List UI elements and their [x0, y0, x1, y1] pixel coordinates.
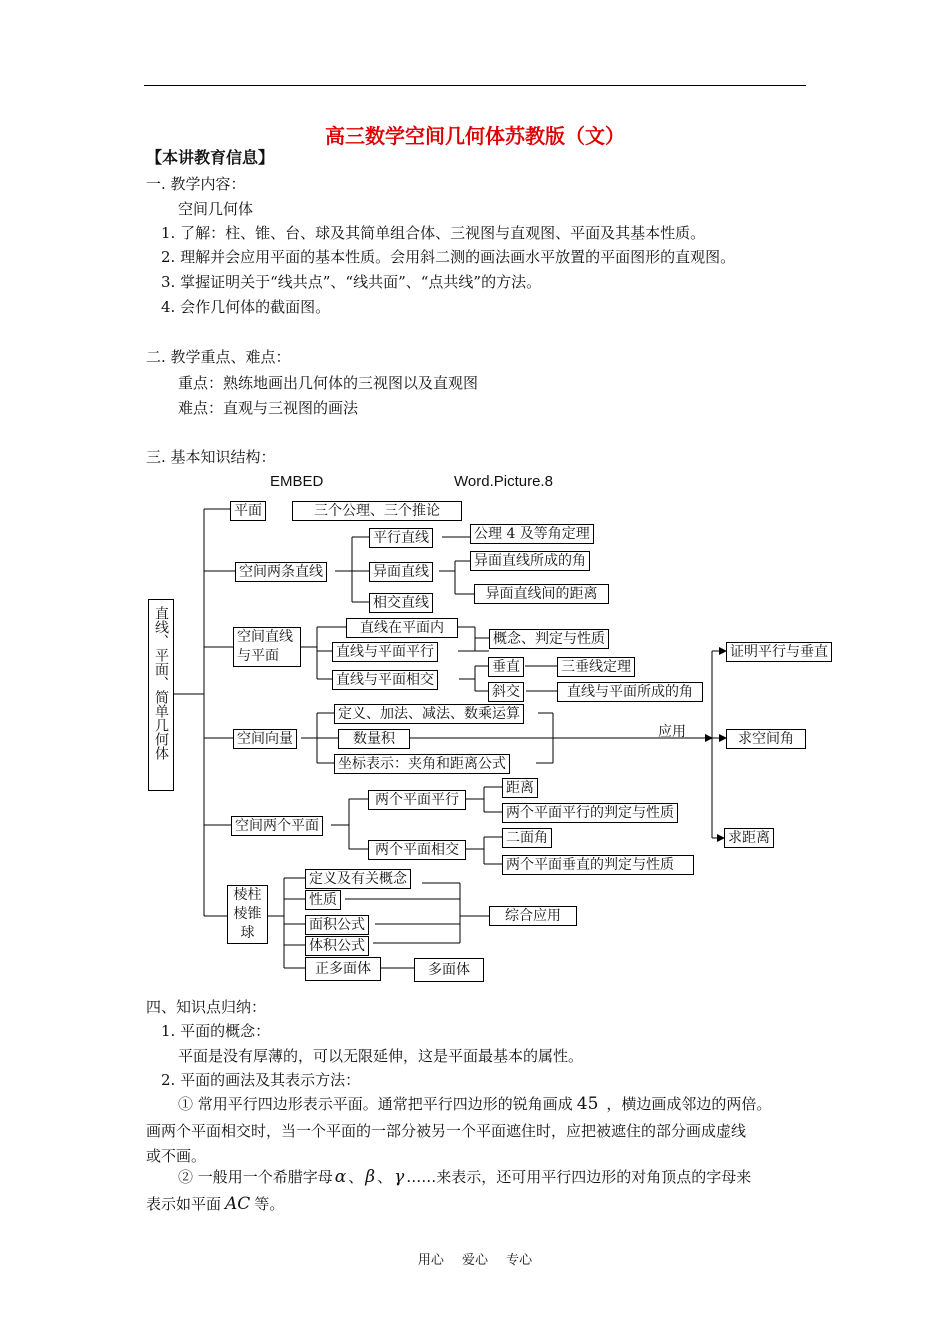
node-volume-formula: 体积公式	[305, 936, 369, 956]
angle-value: 45	[576, 1094, 599, 1114]
greek-beta: β	[365, 1167, 376, 1187]
node-vector: 空间向量	[233, 729, 297, 749]
s3-heading: 三. 基本知识结构：	[146, 448, 276, 466]
document-title: 高三数学空间几何体苏教版（文）	[325, 124, 625, 148]
s4-p2-line-e	[146, 1194, 284, 1214]
s4-p2-a2: ，横边画成邻边的两倍。	[606, 1095, 772, 1113]
node-prove-parallel: 证明平行与垂直	[726, 642, 832, 662]
node-line-intersect-plane: 直线与平面相交	[332, 670, 438, 690]
s4-p2-d2: ……来表示，还可用平行四边形的对角顶点的字母来	[406, 1168, 752, 1186]
node-distance: 距离	[502, 778, 538, 798]
node-line-plane: 空间直线与平面	[233, 627, 301, 667]
s4-p2-line-d	[178, 1167, 751, 1187]
node-plane-axioms: 三个公理、三个推论	[292, 501, 462, 521]
node-concept-judge: 概念、判定与性质	[489, 629, 609, 649]
node-planes-perp-judge: 两个平面垂直的判定与性质	[502, 855, 694, 875]
s1-topic: 空间几何体	[178, 200, 254, 218]
s4-p2-line-c: 或不画。	[146, 1147, 207, 1165]
node-parallel-lines: 平行直线	[369, 528, 433, 548]
node-two-planes: 空间两个平面	[231, 816, 323, 836]
node-planes-intersect: 两个平面相交	[368, 840, 466, 860]
s4-p2-e1: 表示如平面	[146, 1195, 222, 1213]
s4-p1-title: 1. 平面的概念：	[161, 1022, 271, 1040]
node-perpendicular: 垂直	[488, 657, 524, 677]
greek-gamma: γ	[394, 1167, 405, 1187]
section-header: 【本讲教育信息】	[146, 148, 275, 167]
s1-item: 2. 理解并会应用平面的基本性质。会用斜二测的画法画水平放置的平面图形的直观图。	[161, 248, 736, 266]
node-solids	[227, 885, 268, 944]
embed-field-left: EMBED	[270, 473, 324, 490]
node-find-distance: 求距离	[724, 828, 774, 848]
node-properties: 性质	[305, 890, 341, 910]
node-oblique: 斜交	[488, 682, 524, 702]
s4-p1-text: 平面是没有厚薄的，可以无限延伸，这是平面最基本的属性。	[178, 1047, 584, 1065]
node-two-lines: 空间两条直线	[235, 562, 327, 582]
label-application: 应用	[658, 724, 686, 740]
s2-hard: 难点：直观与三视图的画法	[178, 399, 359, 417]
s4-p2-line-b: 画两个平面相交时，当一个平面的一部分被另一个平面遮住时，应把被遮住的部分画成虚线	[146, 1122, 747, 1140]
s1-heading: 一. 教学内容：	[146, 175, 246, 193]
s4-p2-e2: 等。	[254, 1195, 285, 1213]
node-coord: 坐标表示：夹角和距离公式	[334, 754, 510, 774]
page-footer: 用心 爱心 专心	[417, 1253, 533, 1268]
embed-field-right: Word.Picture.8	[454, 473, 553, 490]
node-area-formula: 面积公式	[305, 915, 369, 935]
node-vector-ops: 定义、加法、减法、数乘运算	[334, 704, 524, 724]
solid-pyramid: 棱锥	[233, 906, 262, 922]
s1-item: 4. 会作几何体的截面图。	[161, 298, 331, 316]
node-planes-parallel-judge: 两个平面平行的判定与性质	[502, 803, 678, 823]
node-dihedral: 二面角	[502, 828, 552, 848]
node-regular-poly: 正多面体	[305, 957, 381, 981]
node-skew-distance: 异面直线间的距离	[474, 584, 609, 604]
node-planes-parallel: 两个平面平行	[368, 790, 466, 810]
node-intersect-lines: 相交直线	[369, 593, 433, 613]
diagram-root: 直线、平面、简单几何体	[148, 599, 174, 791]
s4-p2-line-a	[178, 1094, 771, 1114]
node-find-angle: 求空间角	[726, 729, 806, 749]
s1-item: 3. 掌握证明关于“线共点”、“线共面”、“点共线”的方法。	[161, 273, 542, 291]
node-def-concepts: 定义及有关概念	[305, 869, 411, 889]
node-dot-product: 数量积	[338, 729, 410, 749]
s4-p2-d1: ② 一般用一个希腊字母	[178, 1168, 333, 1186]
separator: 、	[377, 1168, 393, 1186]
node-line-in-plane: 直线在平面内	[346, 618, 458, 638]
s4-heading: 四、知识点归纳：	[146, 998, 267, 1016]
node-line-parallel-plane: 直线与平面平行	[332, 642, 438, 662]
s4-p2-a1: ① 常用平行四边形表示平面。通常把平行四边形的锐角画成	[178, 1095, 573, 1113]
solid-prism: 棱柱	[233, 887, 262, 903]
node-axiom4: 公理 4 及等角定理	[470, 524, 594, 544]
greek-alpha: α	[334, 1167, 347, 1187]
s4-p2-title: 2. 平面的画法及其表示方法：	[161, 1071, 361, 1089]
node-polyhedron: 多面体	[414, 958, 484, 982]
node-line-plane-angle: 直线与平面所成的角	[557, 682, 703, 702]
node-three-perp: 三垂线定理	[557, 657, 635, 677]
plane-ac: AC	[225, 1194, 251, 1214]
solid-sphere: 球	[240, 925, 255, 941]
node-plane: 平面	[230, 501, 266, 521]
node-skew-angle: 异面直线所成的角	[470, 551, 590, 571]
s2-key: 重点：熟练地画出几何体的三视图以及直观图	[178, 374, 479, 392]
separator: 、	[348, 1168, 364, 1186]
node-skew-lines: 异面直线	[369, 562, 433, 582]
node-comprehensive: 综合应用	[489, 906, 577, 926]
s1-item: 1. 了解：柱、锥、台、球及其简单组合体、三视图与直观图、平面及其基本性质。	[161, 224, 706, 242]
s2-heading: 二. 教学重点、难点：	[146, 348, 291, 366]
